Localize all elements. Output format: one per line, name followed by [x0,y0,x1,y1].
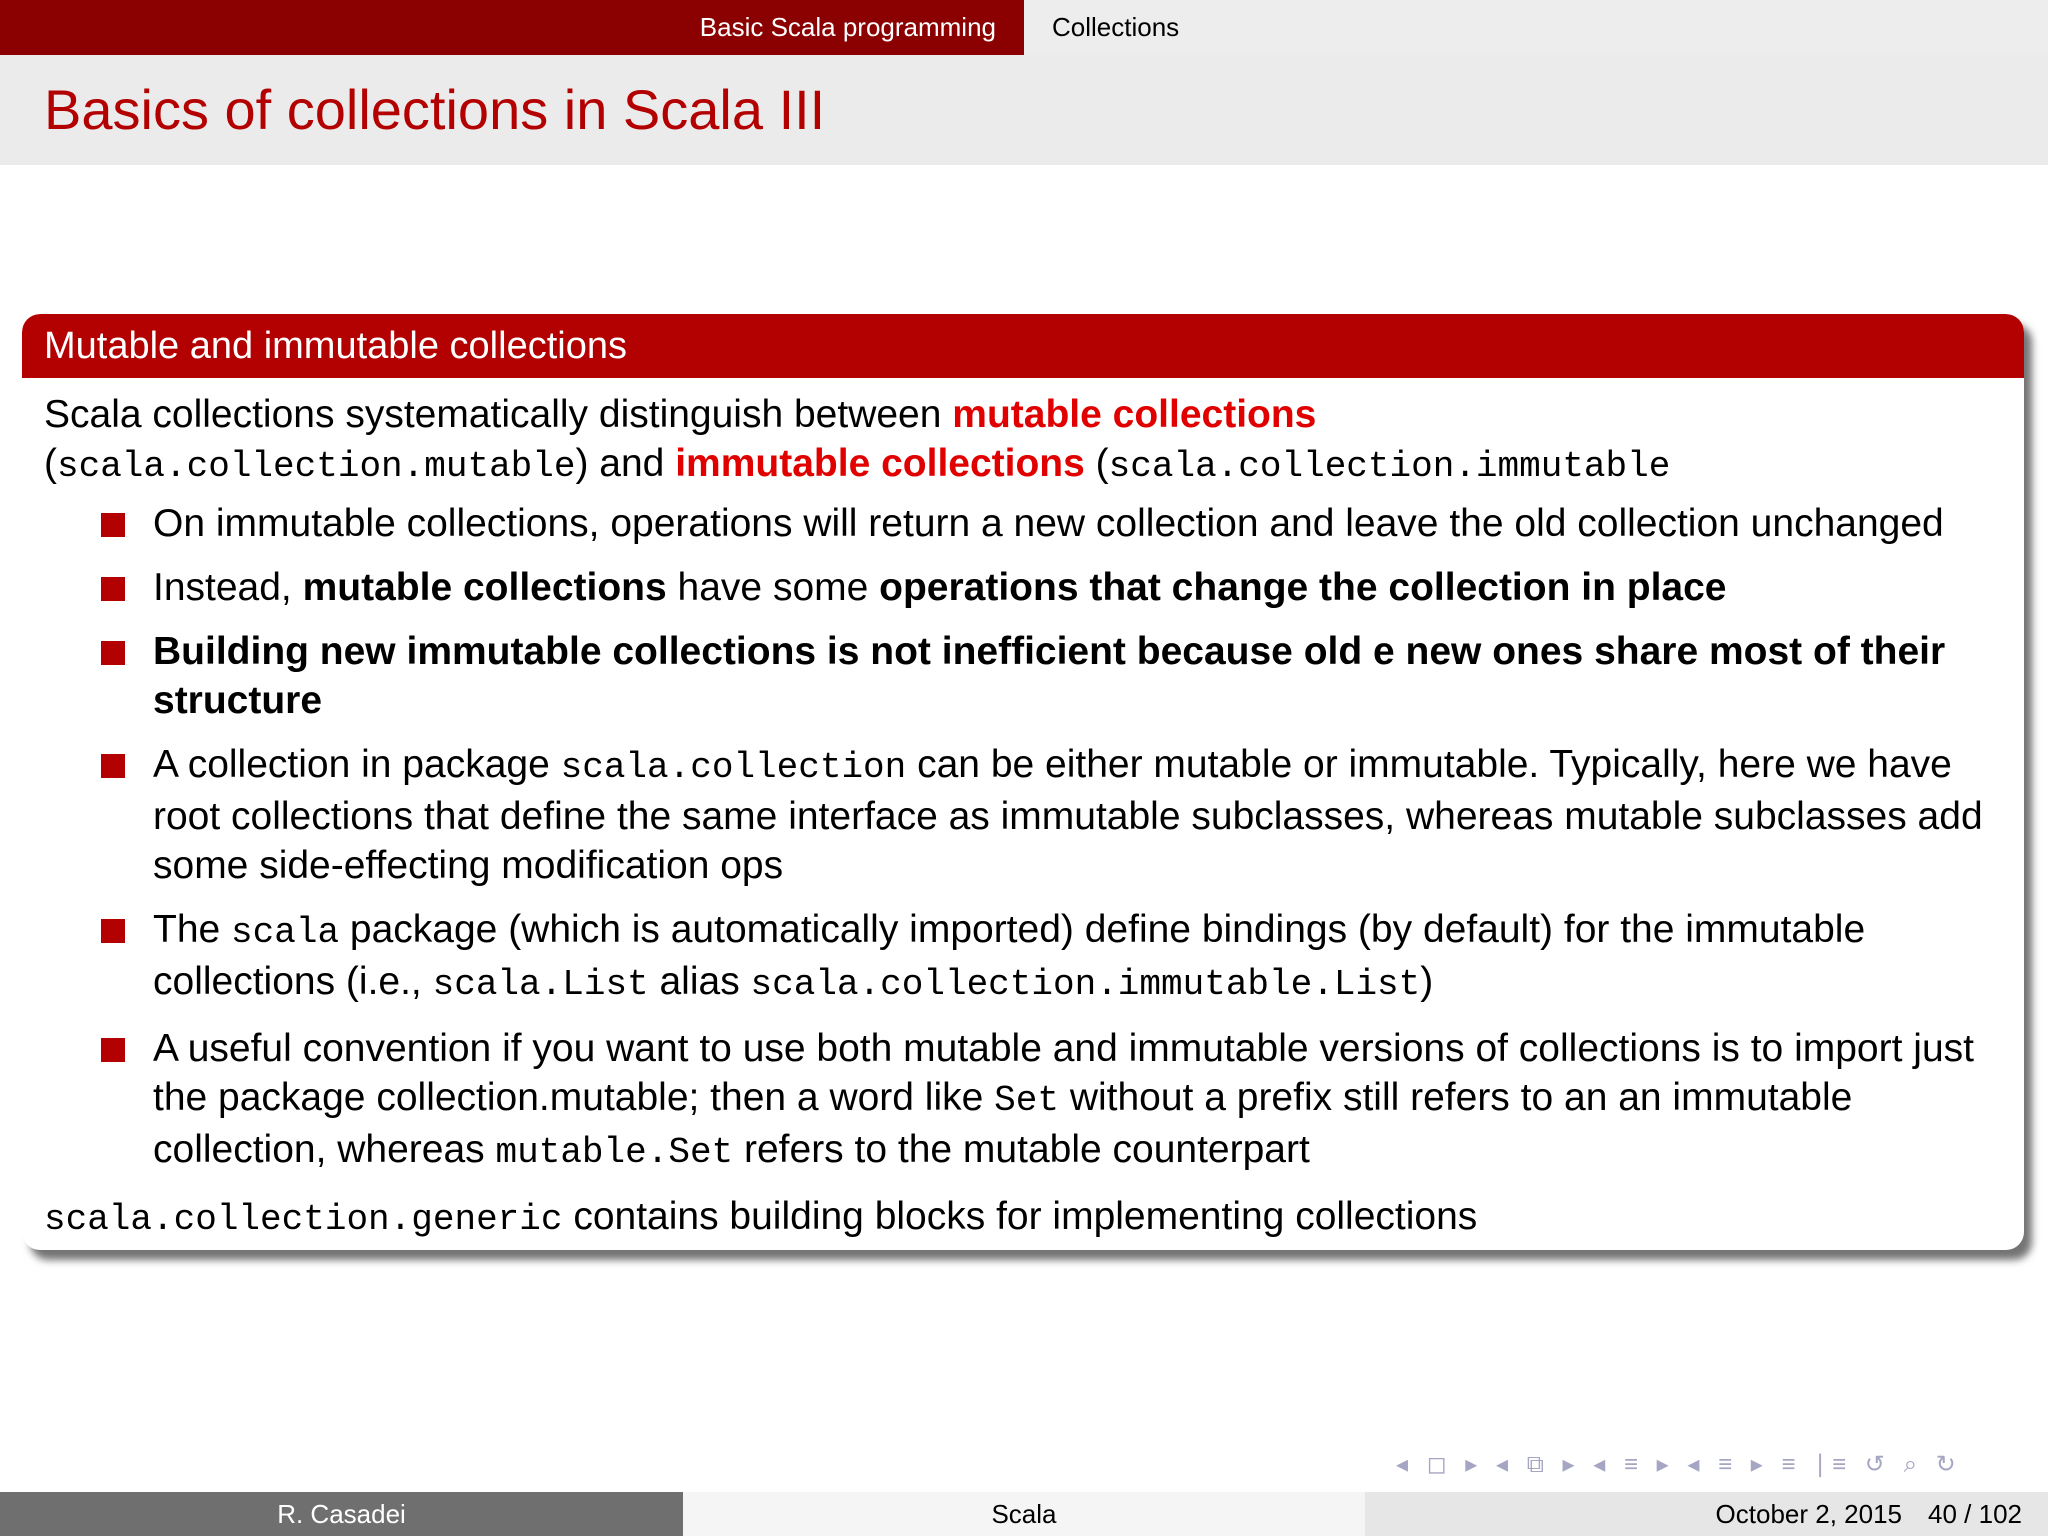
intro-text: Scala collections systematically distinguish between [44,393,953,436]
footer [0,1492,2048,1536]
item-text: have some [666,566,880,609]
item-text: On immutable collections, operations will return a new collection and leave the old collection unchanged [153,502,1944,545]
top-navigation [0,0,2048,55]
code-text: scala.collection [560,747,907,788]
bold-text: mutable collections [302,566,667,609]
intro-paragraph [44,390,2002,491]
code-text: scala [231,912,340,953]
item-text: A useful convention if you want to use both mutable and immutable versions of collections is to import just the package collection.mutable; then a word like [153,1027,1974,1119]
footer-date: October 2, 2015 [1715,1498,1903,1529]
alert-text: immutable collections [675,442,1085,485]
code-text: Set [994,1080,1059,1121]
list-item [44,905,2002,1009]
code-text: scala.collection.mutable [57,446,576,487]
bold-text: operations that change the collection in place [879,566,1727,609]
intro-text: ) and [575,442,676,485]
footer-page-number: 40 / 102 [1928,1498,2022,1529]
item-text: A collection in package [153,743,561,786]
frame-title: Basics of collections in Scala III [44,78,826,141]
code-text: scala.List [432,964,649,1005]
item-text: without a prefix still refers to an an immutable collection, whereas [153,1076,1853,1171]
item-text: The [153,908,232,951]
intro-text: ( [1084,442,1109,485]
bullet-list [44,499,2002,1177]
alert-text: mutable collections [952,393,1317,436]
item-text: alias [648,960,751,1003]
square-bullet-icon [101,577,125,601]
item-text: can be either mutable or immutable. Typically, here we have root collections that define the same interface as immutable subclasses, whereas mutable subclasses add some side-effecting modification ops [153,743,1983,887]
section-nav [0,0,1024,55]
code-text: mutable.Set [495,1132,734,1173]
content-block [22,314,2024,1250]
code-text: scala.collection.immutable [1108,446,1671,487]
item-text: Instead, [153,566,303,609]
footer-author: R. Casadei [0,1492,683,1536]
intro-text: ( [44,442,57,485]
nav-subsection-link[interactable]: Collections [1052,12,1180,42]
list-item [44,740,2002,890]
square-bullet-icon [101,641,125,665]
beamer-navigation-icons[interactable]: ◂ ◻ ▸ ◂ ⧉ ▸ ◂ ≡ ▸ ◂ ≡ ▸ ≡ ∣≡ ↺ ⌕ ↻ [1396,1451,1962,1478]
list-item [44,1024,2002,1177]
code-text: scala.collection.generic [44,1199,563,1240]
list-item [44,499,2002,548]
outro-paragraph [44,1192,2002,1244]
bold-text: Building new immutable collections is not inefficient because old e new ones share most of their structure [153,630,1946,722]
list-item [44,627,2002,725]
frame-title-bar [0,55,2048,165]
item-text: ) [1420,960,1434,1003]
square-bullet-icon [101,513,125,537]
item-text: package (which is automatically imported) define bindings (by default) for the immutable collections (i.e., [153,908,1866,1003]
list-item [44,563,2002,612]
square-bullet-icon [101,919,125,943]
footer-date-page [1365,1492,2048,1536]
nav-section-link[interactable]: Basic Scala programming [699,12,996,42]
square-bullet-icon [101,1038,125,1062]
block-body [22,378,2024,1244]
square-bullet-icon [101,754,125,778]
outro-text: contains building blocks for implementing collections [562,1195,1478,1238]
footer-title: Scala [683,1492,1365,1536]
item-text: refers to the mutable counterpart [733,1128,1310,1171]
subsection-nav [1024,0,2048,55]
block-title: Mutable and immutable collections [22,314,2024,378]
code-text: scala.collection.immutable.List [750,964,1421,1005]
